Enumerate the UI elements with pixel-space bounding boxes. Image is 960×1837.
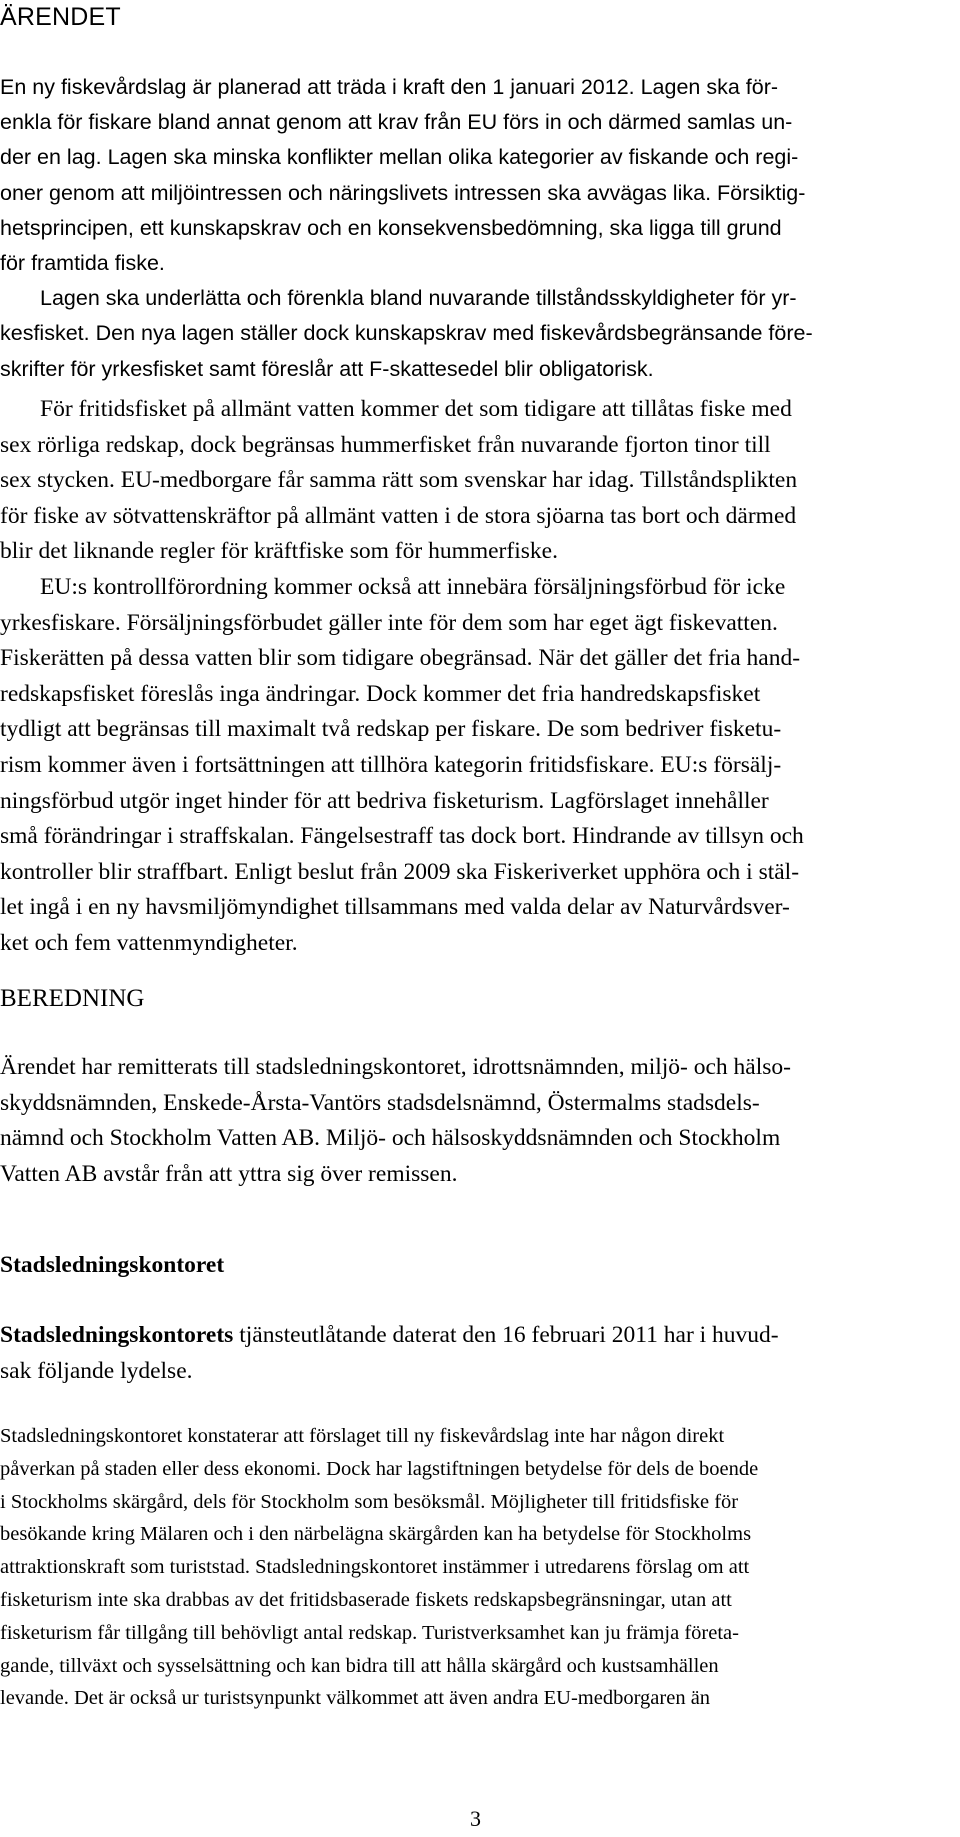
stadsledningskontoret-intro (0, 1318, 960, 1389)
text-line: En ny fiskevårdslag är planerad att träda i kraft den 1 januari 2012. Lagen ska för- (0, 75, 779, 99)
text-line: enkla för fiskare bland annat genom att krav från EU förs in och därmed samlas un- (0, 110, 793, 135)
text-line: Fiskerätten på dessa vatten blir som tidigare obegränsad. När det gäller det fria hand- (0, 645, 801, 672)
arendet-serif-paragraphs (0, 392, 960, 962)
text-line: levande. Det är också ur turistsynpunkt välkommet att även andra EU-medborgaren än (0, 1687, 711, 1710)
text-line: fisketurism får tillgång till behövligt antal redskap. Turistverksamhet kan ju främja företa- (0, 1621, 739, 1644)
text-line: hetsprincipen, ett kunskapskrav och en konsekvensbedömning, ska ligga till grund (0, 215, 782, 240)
text-line: för framtida fiske. (0, 251, 165, 276)
text-line: nämnd och Stockholm Vatten AB. Miljö- och hälsoskyddsnämnden och Stockholm (0, 1125, 781, 1152)
text-line: påverkan på staden eller dess ekonomi. Dock har lagstiftningen betydelse för dels de boende (0, 1457, 759, 1480)
text-line: tydligt att begränsas till maximalt två redskap per fiskare. De som bedriver fisketu- (0, 716, 782, 743)
section-heading-beredning: BEREDNING (0, 985, 145, 1012)
text-line: let ingå i en ny havsmiljömyndighet tillsammans med valda delar av Naturvårdsver- (0, 894, 790, 921)
intro-bold-text: Stadsledningskontorets (0, 1322, 234, 1348)
text-line: Ärendet har remitterats till stadsledningskontoret, idrottsnämnden, miljö- och hälso- (0, 1054, 791, 1080)
text-line: För fritidsfisket på allmänt vatten kommer det som tidigare att tillåtas fiske med (40, 396, 792, 422)
text-line: Lagen ska underlätta och förenkla bland nuvarande tillståndsskyldigheter för yr- (40, 286, 797, 311)
text-line: sex stycken. EU-medborgare får samma rätt som svenskar har idag. Tillståndsplikten (0, 467, 798, 494)
text-line: för fiske av sötvattenskräftor på allmänt vatten i de stora sjöarna tas bort och därmed (0, 502, 797, 529)
text-line: oner genom att miljöintressen och näringslivets intressen ska avvägas lika. Försiktig- (0, 180, 806, 205)
text-line: små förändringar i straffskalan. Fängelsestraff tas dock bort. Hindrande av tillsyn och (0, 823, 804, 850)
text-line: blir det liknande regler för kräftfiske som för hummerfiske. (0, 538, 558, 565)
text-line: Stadsledningskontoret konstaterar att förslaget till ny fiskevårdslag inte har någon direkt (0, 1425, 725, 1447)
text-line: kesfisket. Den nya lagen ställer dock kunskapskrav med fiskevårdsbegränsande före- (0, 321, 813, 346)
text-line: kontroller blir straffbart. Enligt beslut från 2009 ska Fiskeriverket upphöra och i stäl- (0, 858, 800, 885)
intro-rest-text: tjänsteutlåtande daterat den 16 februari 2011 har i huvud- (233, 1322, 779, 1348)
text-line: ket och fem vattenmyndigheter. (0, 929, 298, 956)
text-line: rism kommer även i fortsättningen att tillhöra kategorin fritidsfiskare. EU:s försälj- (0, 751, 782, 778)
text-line: redskapsfisket föreslås inga ändringar. Dock kommer det fria handredskapsfisket (0, 680, 761, 707)
text-line: fisketurism inte ska drabbas av det fritidsbaserade fiskets redskapsbegränsningar, utan att (0, 1588, 732, 1611)
arendet-sans-paragraphs (0, 70, 960, 387)
intro-line (0, 1318, 960, 1354)
stadsledningskontoret-quote (0, 1420, 960, 1715)
section-heading-stadsledningskontoret: Stadsledningskontoret (0, 1252, 225, 1278)
text-line: EU:s kontrollförordning kommer också att innebära försäljningsförbud för icke (40, 573, 786, 600)
text-line: skyddsnämnden, Enskede-Årsta-Vantörs stadsdelsnämnd, Östermalms stadsdels- (0, 1089, 760, 1116)
beredning-paragraph (0, 1050, 960, 1192)
text-line: besökande kring Mälaren och i den närbelägna skärgården kan ha betydelse för Stockholms (0, 1523, 752, 1546)
section-heading-arendet: ÄRENDET (0, 3, 121, 31)
text-line: attraktionskraft som turiststad. Stadsledningskontoret instämmer i utredarens förslag om att (0, 1556, 750, 1579)
text-line: Vatten AB avstår från att yttra sig över remissen. (0, 1160, 458, 1187)
text-line: ningsförbud utgör inget hinder för att bedriva fisketurism. Lagförslaget innehåller (0, 787, 769, 814)
text-line: skrifter för yrkesfisket samt föreslår att F-skattesedel blir obligatorisk. (0, 356, 654, 381)
text-line: sak följande lydelse. (0, 1357, 193, 1384)
text-line: der en lag. Lagen ska minska konflikter mellan olika kategorier av fiskande och regi- (0, 145, 799, 170)
text-line: i Stockholms skärgård, dels för Stockholm som besöksmål. Möjligheter till fritidsfiske för (0, 1490, 739, 1513)
text-line: sex rörliga redskap, dock begränsas hummerfisket från nuvarande fjorton tinor till (0, 431, 771, 458)
text-line: gande, tillväxt och sysselsättning och kan bidra till att hålla skärgård och kustsamhällen (0, 1654, 719, 1677)
text-line: yrkesfiskare. Försäljningsförbudet gäller inte för dem som har eget ägt fiskevatten. (0, 609, 778, 636)
page-number: 3 (470, 1806, 481, 1831)
